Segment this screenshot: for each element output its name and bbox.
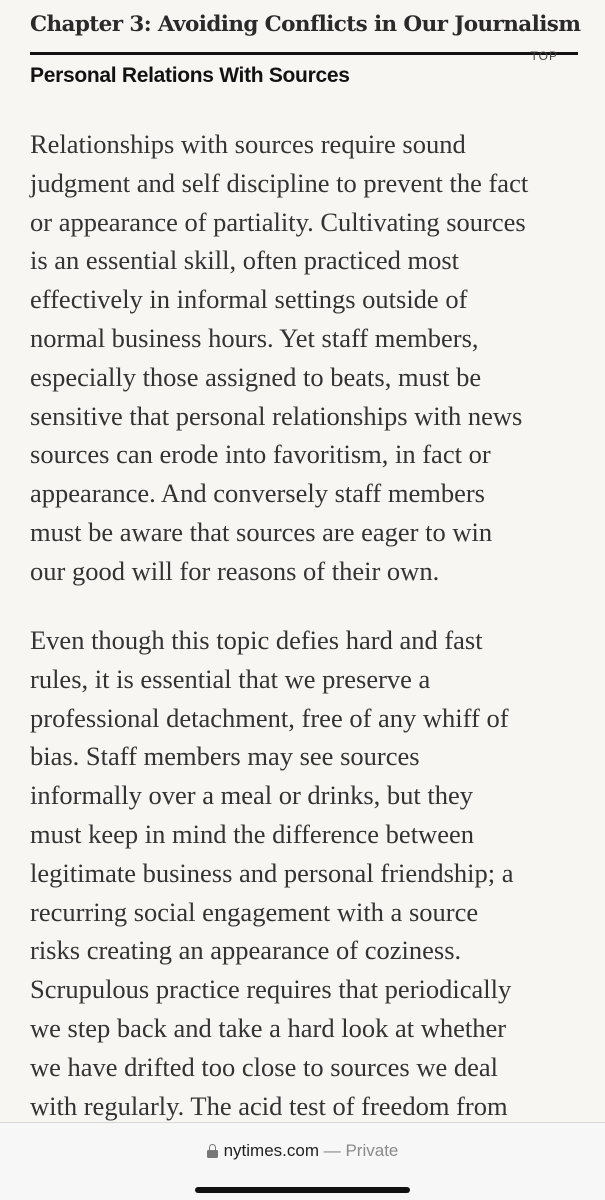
- home-indicator[interactable]: [195, 1187, 410, 1193]
- chapter-header: [30, 10, 581, 63]
- private-mode-label: Private: [345, 1141, 399, 1160]
- browser-address-bar[interactable]: [0, 1122, 605, 1200]
- chapter-title: Chapter 3: Avoiding Conflicts in Our Journalism: [30, 12, 581, 37]
- lock-icon: [207, 1144, 218, 1157]
- separator-label: —: [319, 1141, 346, 1160]
- url-display[interactable]: [0, 1141, 605, 1161]
- section-title: Personal Relations With Sources: [30, 64, 350, 87]
- paragraph-2: Even though this topic defies hard and fast rules, it is essential that we preserve a professional detachment, free of any whiff of bias. Staff members may see sources informally over a meal or drinks, but they must keep in mind the difference between legitimate business and personal friendship; a recurring social engagement with a source risks creating an appearance of coziness. Scrupulous practice requires that periodically we step back and take a hard look at whether we have drifted too close to sources we deal with regularly. The acid test of freedom from: [30, 625, 514, 1121]
- paragraph-1: Relationships with sources require sound judgment and self discipline to prevent the fact or appearance of partiality. Cultivating sources is an essential skill, often practiced most effectively in informal settings outside of normal business hours. Yet staff members, especially those assigned to beats, must be sensitive that personal relationships with news sources can erode into favoritism, in fact or appearance. And conversely staff members must be aware that sources are eager to win our good will for reasons of their own.: [30, 129, 529, 586]
- top-link[interactable]: TOP: [530, 49, 558, 63]
- domain-label: nytimes.com: [223, 1141, 320, 1160]
